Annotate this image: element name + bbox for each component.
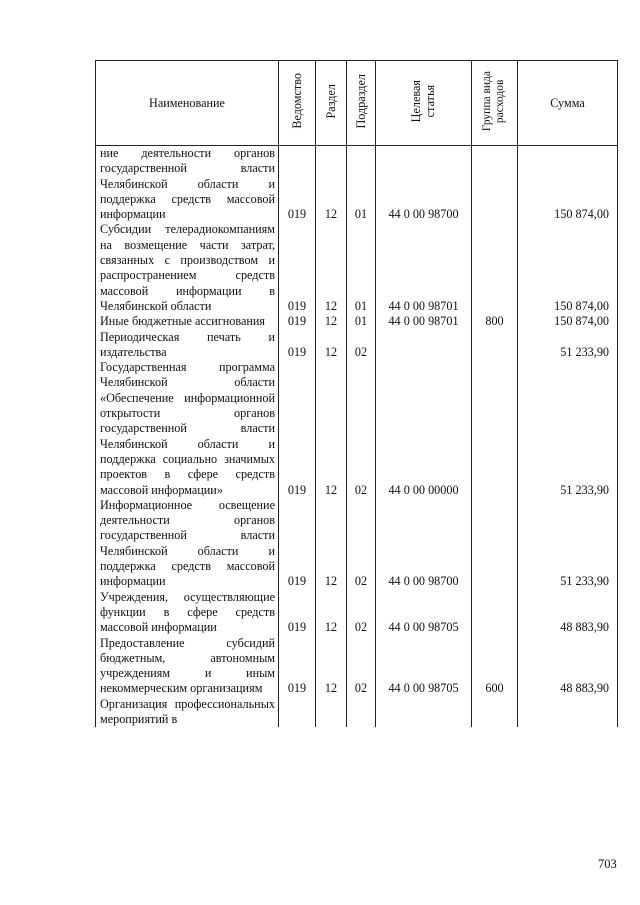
row-name: Информационное освещение деятельности органов государственной власти Челябинской области и поддержка средств массовой информации	[96, 498, 279, 590]
row-sum: 51 233,90	[518, 360, 618, 498]
row-expense-group	[472, 330, 518, 361]
row-dept: 019	[279, 360, 316, 498]
header-name: Наименование	[96, 61, 279, 146]
row-target	[376, 697, 472, 728]
row-dept	[279, 697, 316, 728]
row-subsection: 01	[347, 314, 376, 329]
header-expense-group: Группа вида расходов	[472, 61, 518, 146]
table-row	[96, 590, 618, 636]
row-name: ние деятельности органов государственной власти Челябинской области и поддержка средств массовой информации	[96, 146, 279, 223]
row-section	[316, 697, 347, 728]
row-section: 12	[316, 360, 347, 498]
row-sum: 51 233,90	[518, 330, 618, 361]
table-row	[96, 697, 618, 728]
row-subsection: 02	[347, 360, 376, 498]
row-name: Предоставление субсидий бюджетным, автономным учреждениям и иным некоммерческим организациям	[96, 636, 279, 697]
row-expense-group: 800	[472, 314, 518, 329]
header-dept: Ведомство	[279, 61, 316, 146]
row-name: Организация профессиональных мероприятий в	[96, 697, 279, 728]
header-section: Раздел	[316, 61, 347, 146]
row-target: 44 0 00 98705	[376, 636, 472, 697]
header-subsection: Подраздел	[347, 61, 376, 146]
row-name: Государственная программа Челябинской области «Обеспечение информационной открытости органов государственной власти Челябинской области и поддержка социально значимых проектов в сфере средств массовой информации»	[96, 360, 279, 498]
row-target: 44 0 00 00000	[376, 360, 472, 498]
row-subsection: 02	[347, 590, 376, 636]
table-row	[96, 498, 618, 590]
row-name: Иные бюджетные ассигнования	[96, 314, 279, 329]
row-dept: 019	[279, 330, 316, 361]
row-section: 12	[316, 330, 347, 361]
row-subsection: 02	[347, 498, 376, 590]
row-dept: 019	[279, 146, 316, 223]
row-expense-group	[472, 360, 518, 498]
row-sum: 150 874,00	[518, 314, 618, 329]
table-header-row	[96, 61, 618, 146]
budget-table	[95, 60, 618, 727]
row-expense-group	[472, 590, 518, 636]
row-subsection: 02	[347, 636, 376, 697]
table-row	[96, 314, 618, 329]
row-expense-group	[472, 697, 518, 728]
table-row	[96, 330, 618, 361]
row-subsection	[347, 697, 376, 728]
row-subsection: 01	[347, 222, 376, 314]
row-expense-group	[472, 498, 518, 590]
row-name: Учреждения, осуществляющие функции в сфере средств массовой информации	[96, 590, 279, 636]
row-sum	[518, 697, 618, 728]
header-sum: Сумма	[518, 61, 618, 146]
row-section: 12	[316, 314, 347, 329]
row-dept: 019	[279, 590, 316, 636]
row-dept: 019	[279, 636, 316, 697]
table-row	[96, 146, 618, 223]
table-row	[96, 222, 618, 314]
row-subsection: 02	[347, 330, 376, 361]
row-section: 12	[316, 222, 347, 314]
header-target: Целевая статья	[376, 61, 472, 146]
row-section: 12	[316, 498, 347, 590]
row-expense-group	[472, 222, 518, 314]
row-target: 44 0 00 98705	[376, 590, 472, 636]
row-section: 12	[316, 146, 347, 223]
table-row	[96, 360, 618, 498]
row-sum: 48 883,90	[518, 636, 618, 697]
table-row	[96, 636, 618, 697]
row-target: 44 0 00 98700	[376, 498, 472, 590]
row-target: 44 0 00 98701	[376, 222, 472, 314]
row-dept: 019	[279, 314, 316, 329]
row-target	[376, 330, 472, 361]
row-target: 44 0 00 98700	[376, 146, 472, 223]
row-expense-group	[472, 146, 518, 223]
row-section: 12	[316, 636, 347, 697]
row-sum: 150 874,00	[518, 222, 618, 314]
row-sum: 48 883,90	[518, 590, 618, 636]
page-number: 703	[598, 857, 617, 871]
row-dept: 019	[279, 498, 316, 590]
row-expense-group: 600	[472, 636, 518, 697]
table-body	[96, 146, 618, 728]
row-subsection: 01	[347, 146, 376, 223]
row-dept: 019	[279, 222, 316, 314]
row-name: Периодическая печать и издательства	[96, 330, 279, 361]
row-sum: 51 233,90	[518, 498, 618, 590]
row-section: 12	[316, 590, 347, 636]
row-sum: 150 874,00	[518, 146, 618, 223]
row-target: 44 0 00 98701	[376, 314, 472, 329]
row-name: Субсидии телерадиокомпаниям на возмещение части затрат, связанных с производством и распространением средств массовой информации в Челябинской области	[96, 222, 279, 314]
